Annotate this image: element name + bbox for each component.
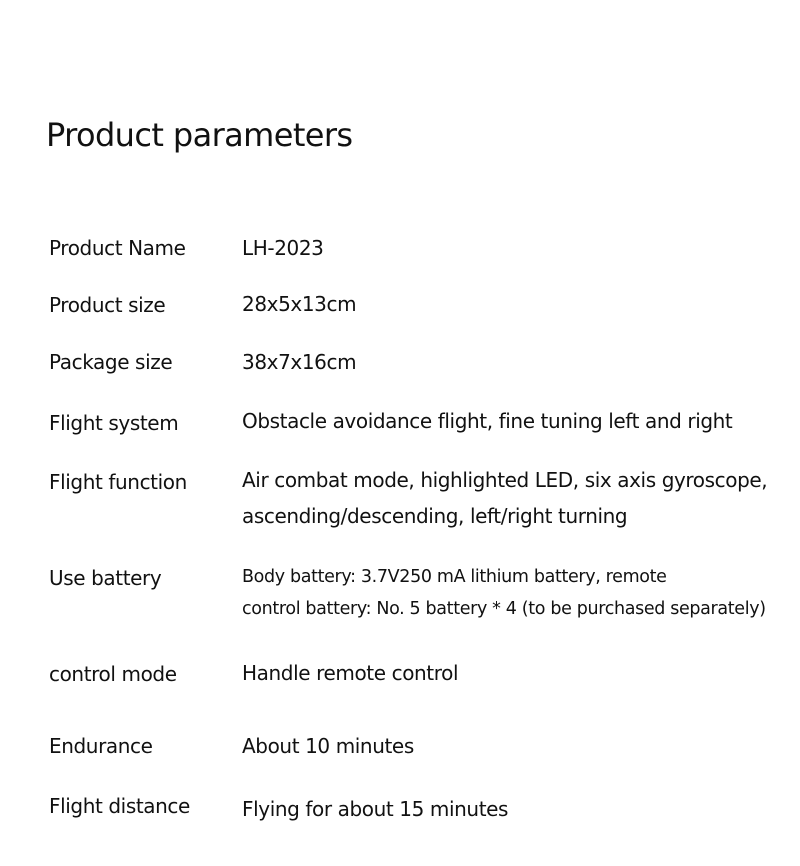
- param-label: Flight distance: [49, 794, 190, 818]
- param-label: control mode: [49, 662, 177, 686]
- param-value: [242, 344, 356, 380]
- param-value-line: 28x5x13cm: [242, 292, 357, 316]
- param-label: Product size: [49, 293, 166, 317]
- param-value-line: Air combat mode, highlighted LED, six axis gyroscope,: [242, 468, 768, 492]
- param-label: Package size: [49, 350, 173, 374]
- param-value-line: control battery: No. 5 battery * 4 (to be purchased separately): [242, 599, 766, 619]
- param-value-line: 38x7x16cm: [242, 350, 357, 374]
- param-value: [242, 728, 414, 764]
- param-value: [242, 230, 324, 266]
- param-value: [242, 462, 767, 534]
- param-value-line: Body battery: 3.7V250 mA lithium battery, remote: [242, 567, 667, 587]
- param-value-line: LH-2023: [242, 236, 324, 260]
- param-value-line: About 10 minutes: [242, 734, 414, 758]
- param-value-line: Obstacle avoidance flight, fine tuning left and right: [242, 409, 733, 433]
- param-value-line: Handle remote control: [242, 661, 459, 685]
- param-label: Flight function: [49, 470, 187, 494]
- param-value: [242, 791, 508, 827]
- param-label: Endurance: [49, 734, 153, 758]
- param-value-line: ascending/descending, left/right turning: [242, 504, 628, 528]
- param-value-line: Flying for about 15 minutes: [242, 797, 509, 821]
- param-label: Flight system: [49, 411, 179, 435]
- param-value: [242, 403, 732, 439]
- param-label: Use battery: [49, 566, 162, 590]
- page-title: Product parameters: [46, 116, 353, 154]
- param-value: [242, 655, 458, 691]
- param-value: [242, 561, 766, 625]
- param-value: [242, 286, 356, 322]
- param-label: Product Name: [49, 236, 186, 260]
